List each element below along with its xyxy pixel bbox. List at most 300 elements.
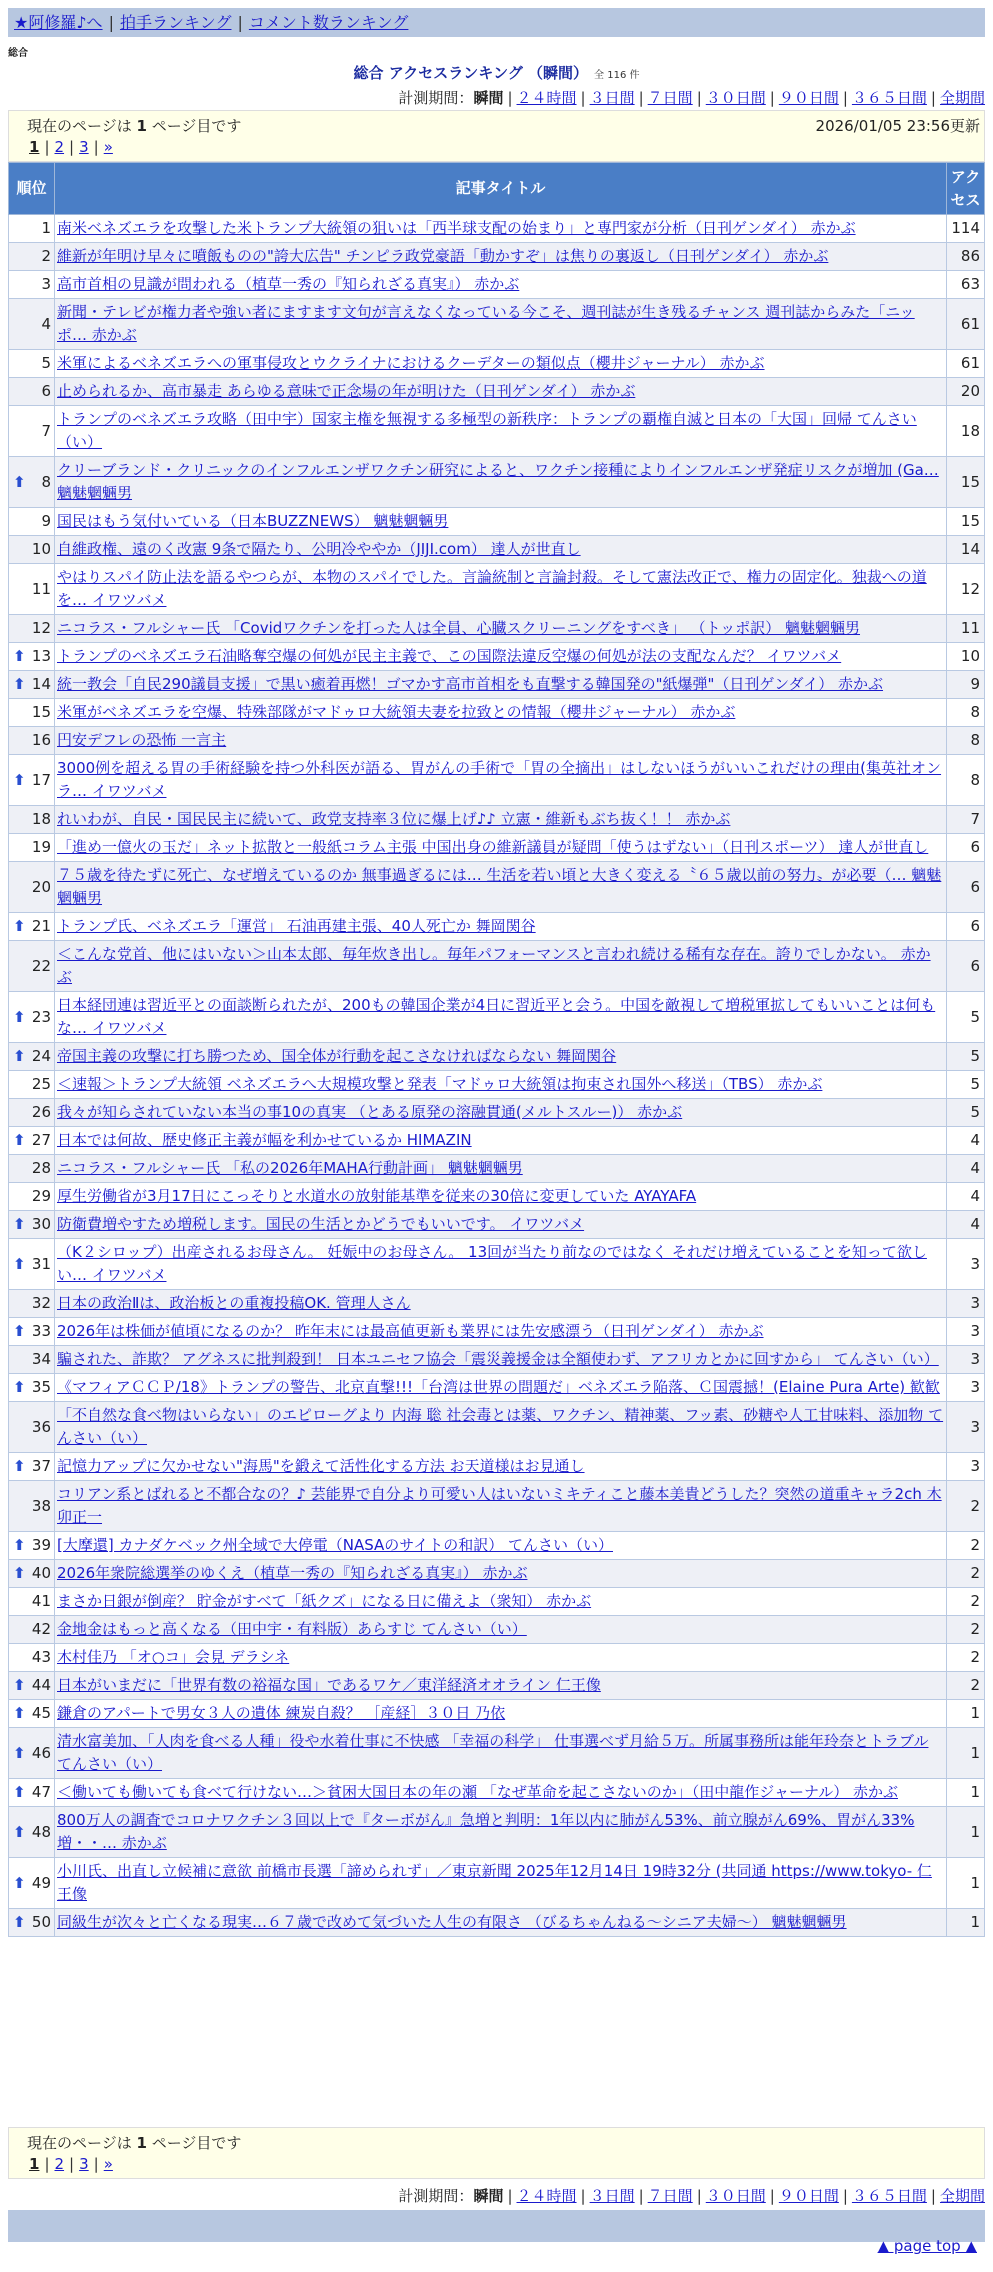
access-count: 3 xyxy=(947,1239,985,1290)
rank-cell xyxy=(9,1858,55,1909)
period-link[interactable]: 全期間 xyxy=(939,2187,985,2205)
rank-number: 9 xyxy=(41,512,51,530)
table-row xyxy=(9,1211,985,1239)
access-count: 1 xyxy=(947,1700,985,1728)
article-link[interactable]: ＜速報＞トランプ大統領 ベネズエラへ大規模攻撃と発表「マドゥロ大統領は拘束され国外へ移送」（TBS） 赤かぶ xyxy=(57,1075,823,1093)
title-cell xyxy=(55,1211,947,1239)
rank-up-arrow-icon: ⬆ xyxy=(13,1676,26,1694)
access-count: 7 xyxy=(947,806,985,834)
article-link[interactable]: 日本経団連は習近平との面談断られたが、200もの韓国企業が4日に習近平と会う。中国を敵視して増税軍拡してもいいことは何もな… イワツバメ xyxy=(57,996,936,1037)
table-row xyxy=(9,1909,985,1937)
pagination-links xyxy=(29,138,113,156)
period-current: 瞬間 xyxy=(473,89,504,107)
page-info-number: 1 xyxy=(136,2134,147,2152)
article-link[interactable]: 日本の政治Ⅱは、政治板との重複投稿OK. 管理人さん xyxy=(57,1294,411,1312)
title-cell xyxy=(55,1588,947,1616)
rank-cell xyxy=(9,1453,55,1481)
rank-cell xyxy=(9,727,55,755)
rank-cell xyxy=(9,671,55,699)
title-cell xyxy=(55,834,947,862)
rank-cell xyxy=(9,941,55,992)
access-count: 8 xyxy=(947,727,985,755)
page-info-suffix: ページ目です xyxy=(146,2134,242,2152)
article-link[interactable]: トランプのベネズエラ攻略（田中宇）国家主権を無視する多極型の新秩序：トランプの覇権自滅と日本の「大国」回帰 てんさい（い） xyxy=(57,410,917,451)
access-count: 11 xyxy=(947,615,985,643)
rank-up-arrow-icon: ⬆ xyxy=(13,1704,26,1722)
article-link[interactable]: 米軍がベネズエラを空爆、特殊部隊がマドゥロ大統領夫妻を拉致との情報（櫻井ジャーナル） 赤かぶ xyxy=(57,703,736,721)
rank-cell xyxy=(9,1779,55,1807)
rank-cell xyxy=(9,1644,55,1672)
page-link[interactable]: 3 xyxy=(79,138,89,156)
current-page: 1 xyxy=(29,2155,40,2173)
table-row xyxy=(9,1588,985,1616)
access-count: 86 xyxy=(947,243,985,271)
table-row xyxy=(9,862,985,913)
article-link[interactable]: ニコラス・フルシャー氏 「Covidワクチンを打った人は全員、心臓スクリーニングをすべき」 （トッポ訳） 魑魅魍魎男 xyxy=(57,619,861,637)
rank-up-arrow-icon: ⬆ xyxy=(13,1536,26,1554)
table-row xyxy=(9,1560,985,1588)
title-cell xyxy=(55,1481,947,1532)
title-cell xyxy=(55,1644,947,1672)
access-count: 2 xyxy=(947,1672,985,1700)
rank-up-arrow-icon: ⬆ xyxy=(13,917,26,935)
title-cell xyxy=(55,1239,947,1290)
rank-number: 5 xyxy=(41,354,51,372)
title-cell xyxy=(55,508,947,536)
title-cell xyxy=(55,1346,947,1374)
rank-number: 48 xyxy=(31,1822,51,1841)
rank-cell xyxy=(9,1807,55,1858)
period-link[interactable]: ３日間 xyxy=(589,89,635,107)
article-link[interactable]: 高市首相の見識が問われる（植草一秀の『知られざる真実』） 赤かぶ xyxy=(57,275,520,293)
article-link[interactable]: 記憶力アップに欠かせない"海馬"を鍛えて活性化する方法 お天道様はお見通し xyxy=(57,1457,585,1475)
rank-cell xyxy=(9,1155,55,1183)
page-link[interactable]: 2 xyxy=(54,138,65,156)
access-count: 6 xyxy=(947,862,985,913)
table-row xyxy=(9,1616,985,1644)
rank-cell xyxy=(9,1616,55,1644)
pagination-box-top xyxy=(8,110,985,162)
table-row xyxy=(9,1290,985,1318)
title-cell xyxy=(55,1402,947,1453)
title-cell xyxy=(55,564,947,615)
rank-number: 33 xyxy=(31,1322,51,1340)
table-row xyxy=(9,564,985,615)
rank-cell xyxy=(9,699,55,727)
article-link[interactable]: 米軍によるベネズエラへの軍事侵攻とウクライナにおけるクーデターの類似点（櫻井ジャーナル） 赤かぶ xyxy=(57,354,765,372)
article-link[interactable]: 維新が年明け早々に噴飯ものの"誇大広告" チンピラ政党豪語「動かすぞ」は焦りの裏返し（日刊ゲンダイ） 赤かぶ xyxy=(57,247,829,265)
article-link[interactable]: トランプのベネズエラ石油略奪空爆の何処が民主主義で、この国際法違反空爆の何処が法の支配なんだ？ イワツバメ xyxy=(57,647,842,665)
period-link[interactable]: ２４時間 xyxy=(516,2187,577,2205)
rank-number: 17 xyxy=(31,770,51,789)
rank-up-arrow-icon: ⬆ xyxy=(13,1215,26,1233)
title-cell xyxy=(55,1728,947,1779)
page-title xyxy=(8,62,985,83)
page-separator: | xyxy=(44,2155,50,2173)
table-row xyxy=(9,378,985,406)
page-separator: | xyxy=(69,2155,75,2173)
rank-number: 37 xyxy=(31,1457,51,1475)
period-separator: | xyxy=(580,89,586,107)
rank-number: 14 xyxy=(31,675,51,693)
table-row xyxy=(9,1127,985,1155)
rank-cell xyxy=(9,1071,55,1099)
rank-number: 1 xyxy=(41,219,51,237)
period-label: 計測期間： xyxy=(398,89,474,107)
table-row xyxy=(9,834,985,862)
rank-number: 41 xyxy=(31,1592,51,1610)
comment-ranking-link[interactable]: コメント数ランキング xyxy=(248,13,409,32)
period-link[interactable]: ９０日間 xyxy=(778,2187,839,2205)
access-count: 9 xyxy=(947,671,985,699)
article-link[interactable]: 新聞・テレビが権力者や強い者にますます文句が言えなくなっている今こそ、週刊誌が生き残るチャンス 週刊誌からみた「ニッポ… 赤かぶ xyxy=(57,303,915,344)
article-link[interactable]: （K２シロップ）出産されるお母さん。 妊娠中のお母さん。 13回が当たり前なのではなく それだけ増えていることを知って欲しい… イワツバメ xyxy=(57,1243,927,1284)
table-row xyxy=(9,1043,985,1071)
article-link[interactable]: 金地金はもっと高くなる（田中宇・有料版）あらすじ てんさい（い） xyxy=(57,1620,527,1638)
article-link[interactable]: 騙された、詐欺？ アグネスに批判殺到！ 日本ユニセフ協会「震災義援金は全額使わず、アフリカとかに回すから」 てんさい（い） xyxy=(57,1350,939,1368)
title-cell xyxy=(55,1616,947,1644)
article-link[interactable]: 2026年は株価が値頃になるのか？ 昨年末には最高値更新も業界には先安感漂う（日刊ゲンダイ） 赤かぶ xyxy=(57,1322,764,1340)
title-cell xyxy=(55,1290,947,1318)
access-count: 1 xyxy=(947,1779,985,1807)
article-link[interactable]: ７５歳を待たずに死亡、なぜ増えているのか 無事過ぎるには… 生活を若い頃と大きく変える〝６５歳以前の努力〟が必要（… 魑魅魍魎男 xyxy=(57,866,942,907)
period-link[interactable]: ３６５日間 xyxy=(851,2187,927,2205)
page-link[interactable]: » xyxy=(103,2155,113,2173)
rank-cell xyxy=(9,243,55,271)
article-link[interactable]: クリーブランド・クリニックのインフルエンザワクチン研究によると、ワクチン接種によりインフルエンザ発症リスクが増加 (Ga… 魑魅魍魎男 xyxy=(57,461,939,502)
period-link[interactable]: ９０日間 xyxy=(778,89,839,107)
table-row xyxy=(9,1099,985,1127)
page-link[interactable]: 3 xyxy=(79,2155,89,2173)
article-link[interactable]: [大摩還] カナダケベック州全域で大停電（NASAのサイトの和訳） てんさい（い） xyxy=(57,1536,613,1554)
rank-up-arrow-icon: ⬆ xyxy=(13,1378,26,1396)
article-link[interactable]: 日本がいまだに「世界有数の裕福な国」であるワケ／東洋経済オオライン 仁王像 xyxy=(57,1676,601,1694)
title-cell xyxy=(55,1909,947,1937)
article-link[interactable]: 帝国主義の攻撃に打ち勝つため、国全体が行動を起こさなければならない 舞岡関谷 xyxy=(57,1047,617,1065)
page-link[interactable]: » xyxy=(103,138,113,156)
article-link[interactable]: れいわが、自民・国民民主に続いて、政党支持率３位に爆上げ♪♪ 立憲・維新もぶち抜く！！ 赤かぶ xyxy=(57,810,731,828)
title-cell xyxy=(55,457,947,508)
rank-number: 7 xyxy=(41,421,51,440)
rank-cell xyxy=(9,1211,55,1239)
page-title-text: 総合 アクセスランキング （瞬間） xyxy=(353,64,589,82)
article-link[interactable]: 日本では何故、歴史修正主義が幅を利かせているか HIMAZIN xyxy=(57,1131,472,1149)
current-page: 1 xyxy=(29,138,40,156)
title-cell xyxy=(55,1374,947,1402)
rank-cell xyxy=(9,406,55,457)
access-count: 4 xyxy=(947,1155,985,1183)
title-cell xyxy=(55,755,947,806)
title-column-header: 記事タイトル xyxy=(55,163,947,215)
rank-cell xyxy=(9,1239,55,1290)
table-row xyxy=(9,1672,985,1700)
title-cell xyxy=(55,1858,947,1909)
title-cell xyxy=(55,992,947,1043)
rank-up-arrow-icon: ⬆ xyxy=(13,1743,26,1762)
rank-number: 23 xyxy=(31,1007,51,1026)
period-separator: | xyxy=(930,89,936,107)
rank-up-arrow-icon: ⬆ xyxy=(13,1254,26,1273)
pagination-links xyxy=(29,2155,113,2173)
access-count: 2 xyxy=(947,1616,985,1644)
table-row xyxy=(9,941,985,992)
access-count: 3 xyxy=(947,1402,985,1453)
table-row xyxy=(9,1155,985,1183)
table-row xyxy=(9,1402,985,1453)
rank-number: 45 xyxy=(31,1704,51,1722)
rank-number: 19 xyxy=(31,838,51,856)
page-info xyxy=(27,115,241,136)
title-cell xyxy=(55,1672,947,1700)
rank-cell xyxy=(9,1318,55,1346)
rank-cell xyxy=(9,862,55,913)
title-cell xyxy=(55,271,947,299)
period-separator: | xyxy=(580,2187,586,2205)
table-row xyxy=(9,699,985,727)
article-link[interactable]: 国民はもう気付いている（日本BUZZNEWS） 魑魅魍魎男 xyxy=(57,512,449,530)
rank-number: 15 xyxy=(31,703,51,721)
article-link[interactable]: 止められるか、高市暴走 あらゆる意味で正念場の年が明けた（日刊ゲンダイ） 赤かぶ xyxy=(57,382,636,400)
rank-number: 10 xyxy=(31,540,51,558)
table-row xyxy=(9,1239,985,1290)
page-info xyxy=(27,2132,241,2153)
rank-up-arrow-icon: ⬆ xyxy=(13,1822,26,1841)
table-row xyxy=(9,508,985,536)
article-link[interactable]: 南米ベネズエラを攻撃した米トランプ大統領の狙いは「西半球支配の始まり」と専門家が分析（日刊ゲンダイ） 赤かぶ xyxy=(57,219,856,237)
article-link[interactable]: 防衛費増やすため増税します。国民の生活とかどうでもいいです。 イワツバメ xyxy=(57,1215,585,1233)
title-cell xyxy=(55,1099,947,1127)
article-link[interactable]: 我々が知らされていない本当の事10の真実 （とある原発の溶融貫通(メルトスルー)） 赤かぶ xyxy=(57,1103,683,1121)
access-count: 10 xyxy=(947,643,985,671)
updated-timestamp: 2026/01/05 23:56更新 xyxy=(815,117,980,135)
article-link[interactable]: コリアン系とばれると不都合なの？♪ 芸能界で自分より可愛い人はいないミキティこと藤本美貴どうした？突然の道重キャラ2ch 木卯正一 xyxy=(57,1485,942,1526)
nav-separator: | xyxy=(108,13,114,32)
rank-up-arrow-icon: ⬆ xyxy=(13,1783,26,1801)
applause-ranking-link[interactable]: 拍手ランキング xyxy=(119,13,232,32)
article-link[interactable]: 2026年衆院総選挙のゆくえ（植草一秀の『知られざる真実』） 赤かぶ xyxy=(57,1564,528,1582)
table-row xyxy=(9,1453,985,1481)
period-link[interactable]: ７日間 xyxy=(647,2187,693,2205)
title-cell xyxy=(55,1560,947,1588)
access-count: 3 xyxy=(947,1453,985,1481)
table-row xyxy=(9,299,985,350)
rank-cell xyxy=(9,1728,55,1779)
rank-number: 46 xyxy=(31,1743,51,1762)
article-link[interactable]: 小川氏、出直し立候補に意欲 前橋市長選「諦められず」／東京新聞 2025年12月14日 19時32分 (共同通 https://www.tokyo- 仁王像 xyxy=(57,1862,932,1903)
page-separator: | xyxy=(44,138,50,156)
title-cell xyxy=(55,643,947,671)
rank-number: 27 xyxy=(31,1131,51,1149)
article-link[interactable]: まさか日銀が倒産？ 貯金がすべて「紙クズ」になる日に備えよ（衆知） 赤かぶ xyxy=(57,1592,592,1610)
title-cell xyxy=(55,215,947,243)
article-link[interactable]: 清水富美加、「人肉を食べる人種」役や水着仕事に不快感 「幸福の科学」 仕事選べず月給５万。所属事務所は能年玲奈とトラブル てんさい（い） xyxy=(57,1732,929,1773)
rank-cell xyxy=(9,457,55,508)
top-navigation-bar xyxy=(8,8,985,37)
article-link[interactable]: やはりスパイ防止法を語るやつらが、本物のスパイでした。言論統制と言論封殺。そして憲法改正で、権力の固定化。独裁への道を… イワツバメ xyxy=(57,568,927,609)
rank-number: 4 xyxy=(41,314,51,333)
article-link[interactable]: 「不自然な食べ物はいらない」のエピローグより 内海 聡 社会毒とは薬、ワクチン、精神薬、フッ素、砂糖や人工甘味料、添加物 てんさい（い） xyxy=(57,1406,944,1447)
rank-up-arrow-icon: ⬆ xyxy=(13,1913,26,1931)
rank-number: 6 xyxy=(41,382,51,400)
title-cell xyxy=(55,671,947,699)
access-count: 4 xyxy=(947,1183,985,1211)
title-cell xyxy=(55,378,947,406)
period-link[interactable]: ２４時間 xyxy=(516,89,577,107)
rank-up-arrow-icon: ⬆ xyxy=(13,1322,26,1340)
table-row xyxy=(9,406,985,457)
rank-cell xyxy=(9,615,55,643)
access-count: 63 xyxy=(947,271,985,299)
title-cell xyxy=(55,1127,947,1155)
table-row xyxy=(9,1858,985,1909)
table-row xyxy=(9,1071,985,1099)
period-separator: | xyxy=(930,2187,936,2205)
period-separator: | xyxy=(769,89,775,107)
access-count: 114 xyxy=(947,215,985,243)
rank-number: 13 xyxy=(31,647,51,665)
article-link[interactable]: ＜こんな党首、他にはいない＞山本太郎、毎年炊き出し。毎年パフォーマンスと言われ続ける稀有な存在。誇りでしかない。 赤かぶ xyxy=(57,945,931,986)
access-count: 5 xyxy=(947,1043,985,1071)
period-label: 計測期間： xyxy=(398,2187,474,2205)
article-link[interactable]: 《マフィアＣＣＰ/18》トランプの警告、北京直撃!!!「台湾は世界の問題だ」ベネズエラ陥落、Ｃ国震撼！(Elaine Pura Arte) 歓歓 xyxy=(57,1378,940,1396)
access-count: 14 xyxy=(947,536,985,564)
rank-number: 32 xyxy=(31,1294,51,1312)
period-separator: | xyxy=(638,2187,644,2205)
rank-cell xyxy=(9,1700,55,1728)
title-cell xyxy=(55,1453,947,1481)
rank-number: 36 xyxy=(31,1417,51,1436)
table-row xyxy=(9,1183,985,1211)
total-count: 全 116 件 xyxy=(594,70,640,81)
period-current: 瞬間 xyxy=(473,2187,504,2205)
page-top-link[interactable]: ▲ page top ▲ xyxy=(877,2237,977,2255)
period-link[interactable]: ３６５日間 xyxy=(851,89,927,107)
period-link[interactable]: ３０日間 xyxy=(705,2187,766,2205)
page-link[interactable]: 2 xyxy=(54,2155,65,2173)
title-cell xyxy=(55,350,947,378)
rank-cell xyxy=(9,834,55,862)
title-cell xyxy=(55,1183,947,1211)
access-count: 2 xyxy=(947,1560,985,1588)
article-link[interactable]: 3000例を超える胃の手術経験を持つ外科医が語る、胃がんの手術で「胃の全摘出」はしないほうがいいこれだけの理由(集英社オンラ… イワツバメ xyxy=(57,759,942,800)
page-separator: | xyxy=(93,138,99,156)
rank-number: 12 xyxy=(31,619,51,637)
rank-cell xyxy=(9,1909,55,1937)
access-count: 3 xyxy=(947,1374,985,1402)
table-row xyxy=(9,215,985,243)
article-link[interactable]: トランプ氏、ベネズエラ「運営」 石油再建主張、40人死亡か 舞岡関谷 xyxy=(57,917,536,935)
table-row xyxy=(9,536,985,564)
access-count: 5 xyxy=(947,1071,985,1099)
rank-cell xyxy=(9,643,55,671)
table-row xyxy=(9,350,985,378)
article-link[interactable]: 「進め一億火の玉だ」ネット拡散と一般紙コラム主張 中国出身の維新議員が疑問「使うはずない」（日刊スポーツ） 達人が世直し xyxy=(57,838,929,856)
rank-up-arrow-icon: ⬆ xyxy=(13,770,26,789)
access-count: 4 xyxy=(947,1211,985,1239)
access-count: 3 xyxy=(947,1290,985,1318)
title-cell xyxy=(55,913,947,941)
period-separator: | xyxy=(769,2187,775,2205)
access-count: 6 xyxy=(947,941,985,992)
table-row xyxy=(9,643,985,671)
period-link[interactable]: ７日間 xyxy=(647,89,693,107)
rank-cell xyxy=(9,1183,55,1211)
title-cell xyxy=(55,806,947,834)
table-row xyxy=(9,1644,985,1672)
rank-cell xyxy=(9,378,55,406)
table-row xyxy=(9,1700,985,1728)
page-separator: | xyxy=(93,2155,99,2173)
rank-number: 47 xyxy=(31,1783,51,1801)
rank-cell xyxy=(9,508,55,536)
access-count: 1 xyxy=(947,1909,985,1937)
rank-number: 21 xyxy=(31,917,51,935)
rank-number: 24 xyxy=(31,1047,51,1065)
access-count: 3 xyxy=(947,1346,985,1374)
rank-number: 42 xyxy=(31,1620,51,1638)
period-selector-top xyxy=(398,87,985,108)
rank-cell xyxy=(9,350,55,378)
access-count: 1 xyxy=(947,1728,985,1779)
rank-number: 28 xyxy=(31,1159,51,1177)
rank-up-arrow-icon: ⬆ xyxy=(13,1457,26,1475)
title-cell xyxy=(55,1043,947,1071)
home-link[interactable]: ★阿修羅♪へ xyxy=(14,13,103,32)
table-row xyxy=(9,1481,985,1532)
article-link[interactable]: 同級生が次々と亡くなる現実…６７歳で改めて気づいた人生の有限さ （びるちゃんねる～シニア夫婦～） 魑魅魍魎男 xyxy=(57,1913,847,1931)
article-link[interactable]: ＜働いても働いても食べて行けない…＞貧困大国日本の年の瀬 「なぜ革命を起こさないのか」（田中龍作ジャーナル） 赤かぶ xyxy=(57,1783,898,1801)
rank-up-arrow-icon: ⬆ xyxy=(13,675,26,693)
period-link[interactable]: ３日間 xyxy=(589,2187,635,2205)
rank-number: 39 xyxy=(31,1536,51,1554)
rank-number: 16 xyxy=(31,731,51,749)
rank-cell xyxy=(9,1532,55,1560)
rank-cell xyxy=(9,299,55,350)
nav-separator: | xyxy=(237,13,243,32)
rank-cell xyxy=(9,1588,55,1616)
article-link[interactable]: 800万人の調査でコロナワクチン３回以上で『ターボがん』急増と判明：1年以内に肺がん53%、前立腺がん69%、胃がん33%増・・… 赤かぶ xyxy=(57,1811,915,1852)
rank-number: 49 xyxy=(31,1873,51,1892)
title-cell xyxy=(55,727,947,755)
period-link[interactable]: ３０日間 xyxy=(705,89,766,107)
table-row xyxy=(9,271,985,299)
title-cell xyxy=(55,941,947,992)
page-separator: | xyxy=(69,138,75,156)
period-separator: | xyxy=(696,2187,702,2205)
rank-cell xyxy=(9,536,55,564)
title-cell xyxy=(55,1318,947,1346)
article-link[interactable]: 木村佳乃 「オ○コ」会見 デラシネ xyxy=(57,1648,290,1666)
period-link[interactable]: 全期間 xyxy=(939,89,985,107)
article-link[interactable]: 鎌倉のアパートで男女３人の遺体 練炭自殺？ ［産経］３０日 乃依 xyxy=(57,1704,506,1722)
rank-number: 43 xyxy=(31,1648,51,1666)
table-row xyxy=(9,457,985,508)
table-row xyxy=(9,671,985,699)
section-label: 総合 xyxy=(8,48,28,59)
rank-number: 22 xyxy=(31,956,51,975)
title-cell xyxy=(55,615,947,643)
table-row xyxy=(9,755,985,806)
article-link[interactable]: 円安デフレの恐怖 一言主 xyxy=(57,731,227,749)
article-link[interactable]: 厚生労働省が3月17日にこっそりと水道水の放射能基準を従来の30倍に変更していた AYAYAFA xyxy=(57,1187,697,1205)
article-link[interactable]: ニコラス・フルシャー氏 「私の2026年MAHA行動計画」 魑魅魍魎男 xyxy=(57,1159,523,1177)
rank-cell xyxy=(9,564,55,615)
rank-up-arrow-icon: ⬆ xyxy=(13,1007,26,1026)
access-count: 8 xyxy=(947,755,985,806)
article-link[interactable]: 統一教会「自民290議員支援」で黒い癒着再燃！ゴマかす高市首相をも直撃する韓国発の"紙爆弾"（日刊ゲンダイ） 赤かぶ xyxy=(57,675,884,693)
title-cell xyxy=(55,1155,947,1183)
article-link[interactable]: 自維政権、遠のく改憲 9条で隔たり、公明冷ややか（JIJI.com） 達人が世直し xyxy=(57,540,581,558)
